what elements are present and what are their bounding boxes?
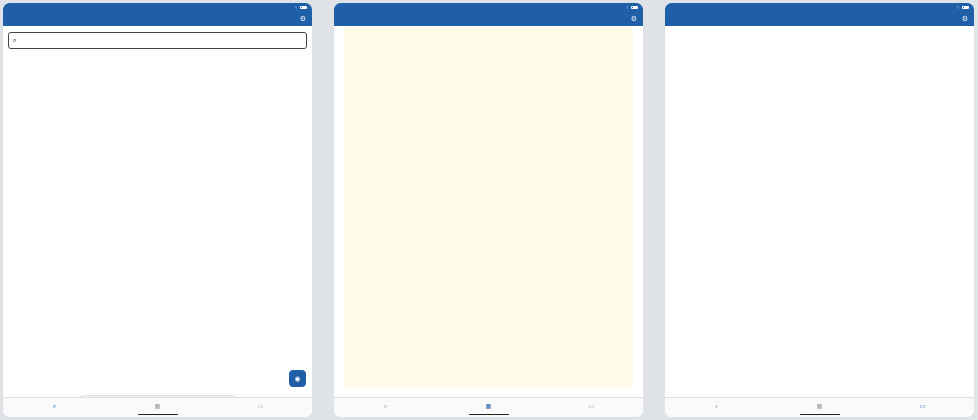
meteogram-chart	[344, 27, 633, 389]
comment-icon: ▭	[588, 404, 595, 410]
comment-icon: ▭	[257, 404, 264, 410]
status-bar	[3, 3, 312, 12]
wifi-icon: ⌔	[625, 4, 629, 10]
meteogram-image	[344, 27, 633, 389]
comment-screen	[665, 3, 974, 417]
tab-search[interactable]	[665, 398, 768, 417]
wifi-icon: ⌔	[294, 4, 298, 10]
gear-icon[interactable]: ⚙	[630, 15, 637, 23]
search-icon: ⌕	[52, 404, 57, 410]
tab-search[interactable]	[3, 398, 106, 417]
meteogram-screen	[334, 3, 643, 417]
battery-icon	[631, 6, 638, 10]
home-indicator	[138, 414, 178, 416]
search-icon: ⌕	[714, 404, 719, 410]
status-bar	[334, 3, 643, 12]
home-indicator	[800, 414, 840, 416]
locate-button[interactable]	[289, 370, 306, 387]
building-icon: ▦	[485, 404, 492, 410]
search-icon: ⌕	[383, 404, 388, 410]
tab-search[interactable]	[334, 398, 437, 417]
tab-comment[interactable]	[209, 398, 312, 417]
gear-icon[interactable]: ⚙	[961, 15, 968, 23]
building-icon: ▦	[154, 404, 161, 410]
tab-comment[interactable]	[540, 398, 643, 417]
tab-comment[interactable]	[871, 398, 974, 417]
search-screen	[3, 3, 312, 417]
comment-body	[665, 26, 974, 43]
comment-icon: ▭	[919, 404, 926, 410]
gear-icon[interactable]: ⚙	[299, 15, 306, 23]
search-field[interactable]	[8, 32, 307, 49]
app-bar	[665, 12, 974, 26]
wifi-icon: ⌔	[956, 4, 960, 10]
search-icon: ⌕	[13, 37, 17, 44]
app-bar	[334, 12, 643, 26]
status-bar	[665, 3, 974, 12]
building-icon: ▦	[816, 404, 823, 410]
battery-icon	[300, 6, 307, 10]
app-bar	[3, 12, 312, 26]
home-indicator	[469, 414, 509, 416]
location-icon: ◉	[294, 375, 301, 383]
search-input[interactable]	[20, 42, 200, 48]
battery-icon	[962, 6, 969, 10]
